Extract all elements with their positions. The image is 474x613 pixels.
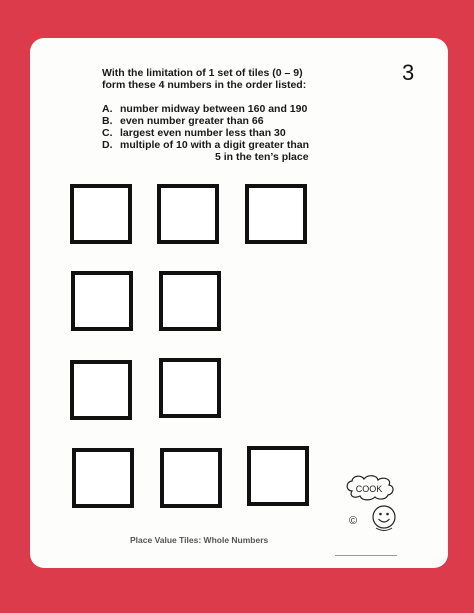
smiley-mouth xyxy=(379,519,390,522)
smiley-right-eye xyxy=(386,513,389,516)
answer-tile-b1[interactable] xyxy=(71,271,133,331)
answer-tile-c1[interactable] xyxy=(70,360,132,420)
clue-letter: B. xyxy=(102,115,113,127)
clue-letter: C. xyxy=(102,127,113,139)
clue-b xyxy=(102,115,402,127)
cook-logo xyxy=(340,473,416,539)
clue-letter: D. xyxy=(102,139,113,151)
instructions-line-2: form these 4 numbers in the order listed: xyxy=(102,79,307,91)
answer-tile-c2[interactable] xyxy=(159,358,221,418)
answer-tile-a3[interactable] xyxy=(245,184,307,244)
answer-tile-a2[interactable] xyxy=(157,184,219,244)
footer-divider xyxy=(335,555,397,556)
clue-d-continuation: 5 in the ten’s place xyxy=(215,151,309,163)
instructions-line-1: With the limitation of 1 set of tiles (0 – 9) xyxy=(102,67,303,79)
clue-letter: A. xyxy=(102,103,113,115)
clue-c xyxy=(102,127,402,139)
clue-text: largest even number less than 30 xyxy=(120,127,286,139)
answer-tile-d2[interactable] xyxy=(160,448,222,508)
clue-list xyxy=(102,103,402,163)
logo-text: COOK xyxy=(355,484,383,494)
clue-a xyxy=(102,103,402,115)
clue-d xyxy=(102,139,402,151)
answer-tile-d1[interactable] xyxy=(72,448,134,508)
answer-tile-b2[interactable] xyxy=(159,271,221,331)
answer-tile-d3[interactable] xyxy=(247,446,309,506)
smiley-face-icon xyxy=(373,506,395,528)
footer-title: Place Value Tiles: Whole Numbers xyxy=(130,535,269,545)
answer-tile-a1[interactable] xyxy=(70,184,132,244)
clue-text: number midway between 160 and 190 xyxy=(120,103,308,115)
smiley-left-eye xyxy=(379,513,382,516)
clue-text: multiple of 10 with a digit greater than xyxy=(120,139,310,151)
copyright-symbol: © xyxy=(348,515,358,527)
worksheet-card xyxy=(30,38,448,568)
instructions xyxy=(102,67,402,163)
page-number: 3 xyxy=(402,60,415,85)
clue-text: even number greater than 66 xyxy=(120,115,264,127)
